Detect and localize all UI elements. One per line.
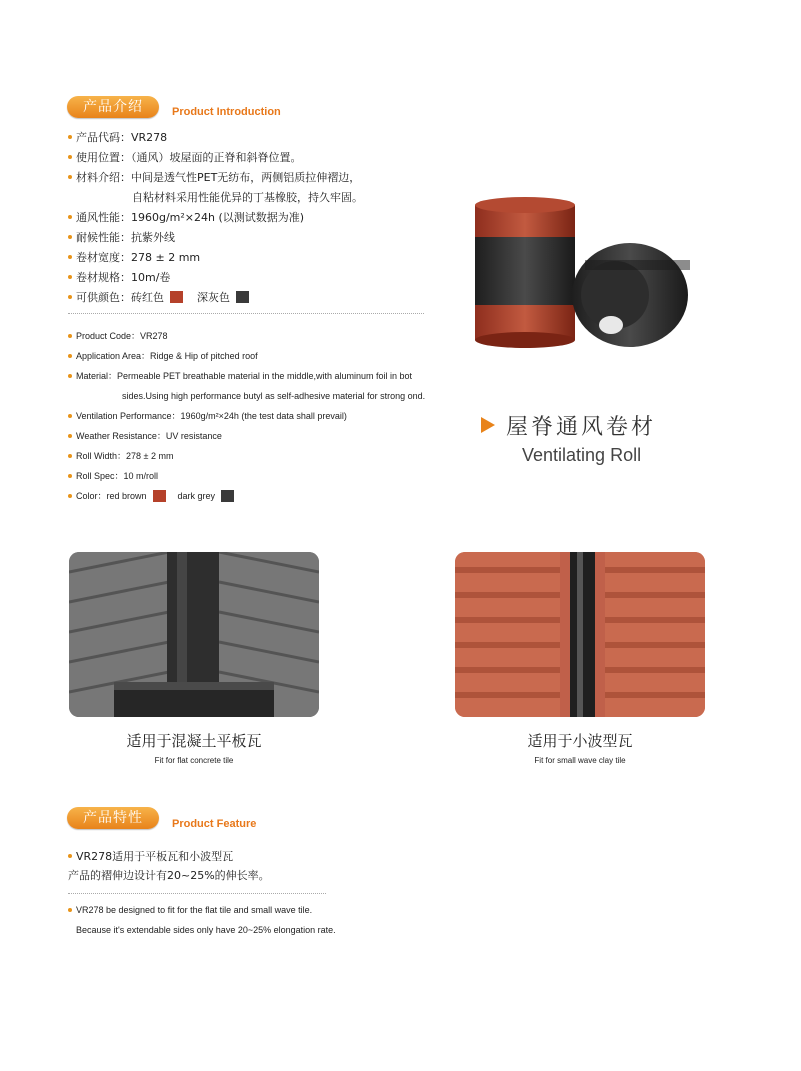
- bullet-icon: [68, 215, 72, 219]
- list-item: 可供颜色：砖红色 深灰色: [68, 288, 363, 308]
- list-item: Color：red brown dark grey: [68, 486, 425, 506]
- list-item: 产品代码：VR278: [68, 128, 363, 148]
- dark-grey-swatch: [236, 291, 249, 303]
- list-item: 卷材规格：10m/卷: [68, 268, 363, 288]
- feature-cn-line: VR278适用于平板瓦和小波型瓦: [68, 847, 233, 867]
- bullet-icon: [68, 155, 72, 159]
- bullet-icon: [68, 235, 72, 239]
- feature-en-line: VR278 be designed to fit for the flat tile and small wave tile.: [68, 900, 312, 920]
- list-item: Roll Width：278 ± 2 mm: [68, 446, 425, 466]
- bullet-icon: [68, 454, 72, 458]
- wave-clay-tile-photo: [455, 552, 705, 717]
- bullet-icon: [68, 354, 72, 358]
- red-brown-swatch: [153, 490, 166, 502]
- bullet-icon: [68, 414, 72, 418]
- bullet-icon: [68, 854, 72, 858]
- list-item: Product Code：VR278: [68, 326, 425, 346]
- bullet-icon: [68, 908, 72, 912]
- feature-badge-en: Product Feature: [172, 818, 257, 830]
- intro-cn-list: [68, 128, 363, 308]
- divider: [68, 313, 424, 314]
- bullet-icon: [68, 474, 72, 478]
- wave-tile-caption-en: Fit for small wave clay tile: [534, 756, 626, 765]
- dark-grey-swatch: [221, 490, 234, 502]
- wave-tile-caption-cn: 适用于小波型瓦: [527, 732, 633, 750]
- bullet-icon: [68, 295, 72, 299]
- flat-tile-caption-en: Fit for flat concrete tile: [154, 756, 234, 765]
- product-title-en: Ventilating Roll: [522, 445, 642, 465]
- red-brown-swatch: [170, 291, 183, 303]
- list-item: sides.Using high performance butyl as self-adhesive material for strong ond.: [122, 391, 426, 401]
- triangle-right-icon: [481, 417, 495, 433]
- bullet-icon: [68, 434, 72, 438]
- product-title-cn: 屋脊通风卷材: [506, 415, 657, 440]
- flat-tile-caption-cn: 适用于混凝土平板瓦: [126, 732, 262, 750]
- intro-badge: 产品介绍: [67, 96, 159, 118]
- list-item: 卷材宽度：278 ± 2 mm: [68, 248, 363, 268]
- list-item: Material：Permeable PET breathable material in the middle,with aluminum foil in bot: [68, 366, 425, 386]
- list-item: Weather Resistance：UV resistance: [68, 426, 425, 446]
- ventilating-roll-image: [465, 195, 705, 355]
- bullet-icon: [68, 135, 72, 139]
- bullet-icon: [68, 255, 72, 259]
- list-item: Roll Spec：10 m/roll: [68, 466, 425, 486]
- bullet-icon: [68, 374, 72, 378]
- bullet-icon: [68, 175, 72, 179]
- list-item: 使用位置：（通风）坡屋面的正脊和斜脊位置。: [68, 148, 363, 168]
- flat-concrete-tile-photo: [69, 552, 319, 717]
- list-item: 自粘材料采用性能优异的丁基橡胶，持久牢固。: [132, 191, 363, 204]
- feature-en-line: Because it's extendable sides only have 20~25% elongation rate.: [76, 925, 336, 935]
- bullet-icon: [68, 275, 72, 279]
- list-item: Ventilation Performance：1960g/m²×24h (the test data shall prevail): [68, 406, 425, 426]
- bullet-icon: [68, 334, 72, 338]
- list-item: 耐候性能：抗紫外线: [68, 228, 363, 248]
- list-item: Application Area：Ridge & Hip of pitched roof: [68, 346, 425, 366]
- intro-en-list: [68, 326, 425, 506]
- divider: [68, 893, 326, 894]
- list-item: 通风性能：1960g/m²×24h (以测试数据为准): [68, 208, 363, 228]
- intro-badge-en: Product Introduction: [172, 106, 281, 118]
- feature-badge: 产品特性: [67, 807, 159, 829]
- feature-cn-line: 产品的褶伸边设计有20~25%的伸长率。: [68, 869, 270, 882]
- list-item: 材料介绍：中间是透气性PET无纺布，两侧铝质拉伸褶边，: [68, 168, 363, 188]
- bullet-icon: [68, 494, 72, 498]
